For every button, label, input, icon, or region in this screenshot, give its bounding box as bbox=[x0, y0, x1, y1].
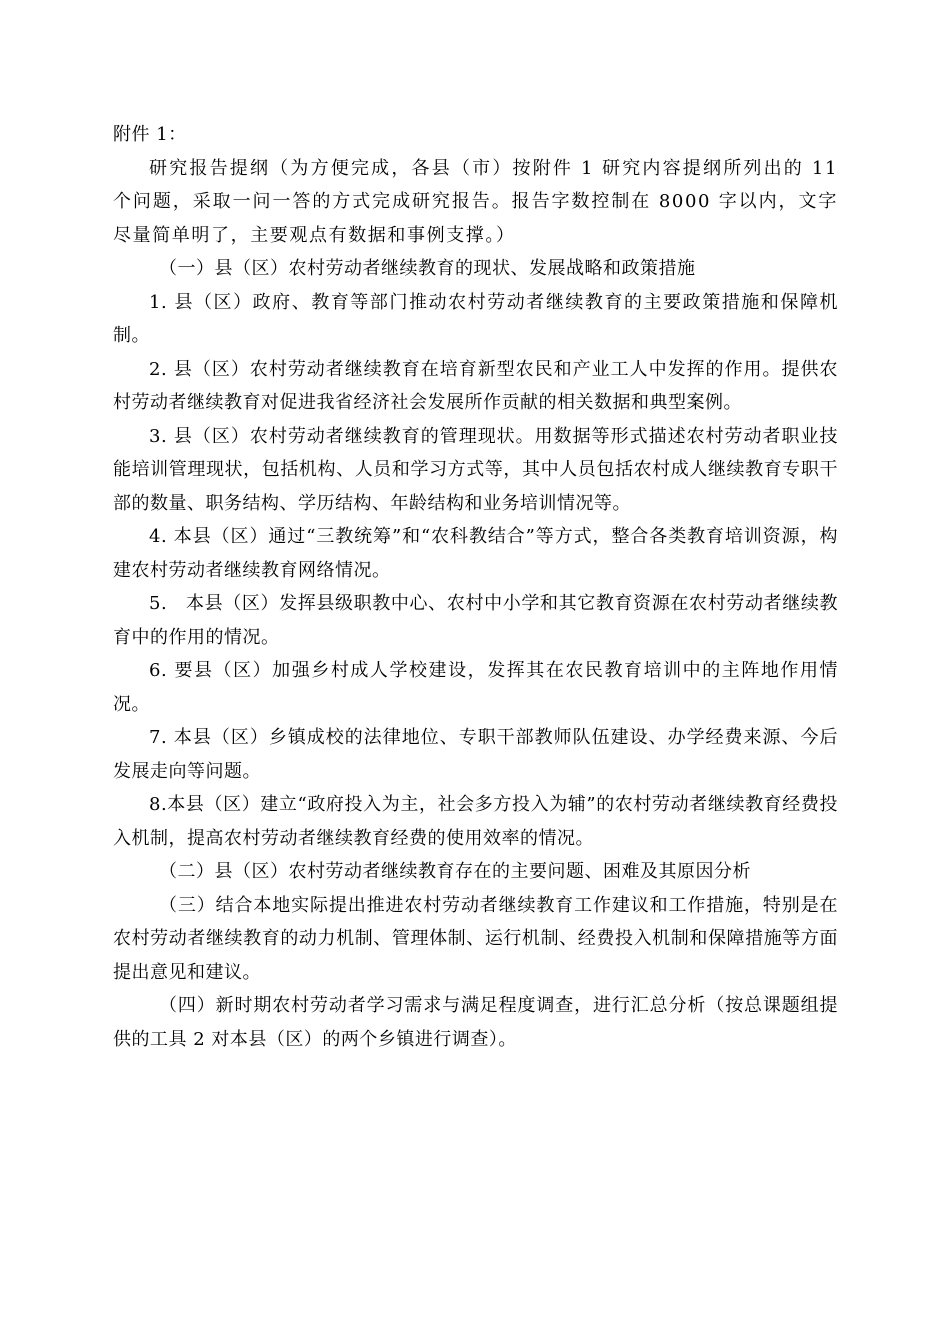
section-3-paragraph: （三）结合本地实际提出推进农村劳动者继续教育工作建议和工作措施，特别是在农村劳动者继续教育的动力机制、管理体制、运行机制、经费投入机制和保障措施等方面提出意见和建议。 bbox=[113, 894, 838, 983]
item-2: 2. 县（区）农村劳动者继续教育在培育新型农民和产业工人中发挥的作用。提供农村劳动者继续教育对促进我省经济社会发展所作贡献的相关数据和典型案例。 bbox=[113, 358, 838, 413]
item-5: 5. 本县（区）发挥县级职教中心、农村中小学和其它教育资源在农村劳动者继续教育中的作用的情况。 bbox=[113, 593, 838, 648]
item-7: 7. 本县（区）乡镇成校的法律地位、专职干部教师队伍建设、办学经费来源、今后发展走向等问题。 bbox=[113, 727, 838, 782]
attachment-label: 附件 1： bbox=[113, 124, 187, 145]
section-2-heading: （二）县（区）农村劳动者继续教育存在的主要问题、困难及其原因分析 bbox=[159, 861, 751, 882]
section-1-heading: （一）县（区）农村劳动者继续教育的现状、发展战略和政策措施 bbox=[159, 258, 696, 279]
section-4-paragraph: （四）新时期农村劳动者学习需求与满足程度调查，进行汇总分析（按总课题组提供的工具 2 对本县（区）的两个乡镇进行调查）。 bbox=[113, 995, 838, 1050]
item-3: 3. 县（区）农村劳动者继续教育的管理现状。用数据等形式描述农村劳动者职业技能培训管理现状，包括机构、人员和学习方式等，其中人员包括农村成人继续教育专职干部的数量、职务结构、学历结构、年龄结构和业务培训情况等。 bbox=[113, 425, 838, 514]
document-body bbox=[113, 118, 838, 1056]
intro-paragraph: 研究报告提纲（为方便完成，各县（市）按附件 1 研究内容提纲所列出的 11 个问题，采取一问一答的方式完成研究报告。报告字数控制在 8000 字以内，文字尽量简单明了，主要观点有数据和事例支撑。） bbox=[113, 157, 838, 246]
item-8: 8.本县（区）建立“政府投入为主，社会多方投入为辅”的农村劳动者继续教育经费投入机制，提高农村劳动者继续教育经费的使用效率的情况。 bbox=[113, 794, 838, 849]
item-1: 1. 县（区）政府、教育等部门推动农村劳动者继续教育的主要政策措施和保障机制。 bbox=[113, 291, 838, 346]
item-4: 4. 本县（区）通过“三教统筹”和“农科教结合”等方式，整合各类教育培训资源，构建农村劳动者继续教育网络情况。 bbox=[113, 526, 838, 581]
item-6: 6. 要县（区）加强乡村成人学校建设，发挥其在农民教育培训中的主阵地作用情况。 bbox=[113, 660, 838, 715]
